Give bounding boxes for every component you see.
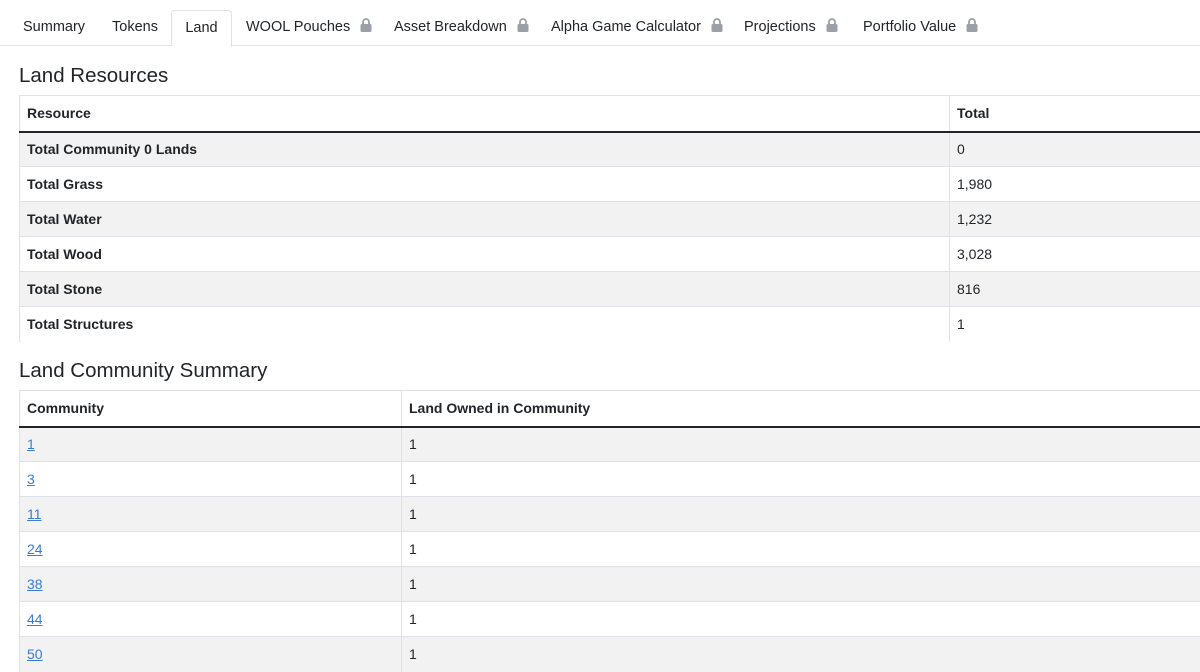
- table-row: [20, 202, 1200, 237]
- land-owned-count: 1: [402, 497, 1200, 532]
- land-owned-count: 1: [402, 567, 1200, 602]
- resource-total: 3,028: [950, 237, 1200, 272]
- tab-portfolio-value[interactable]: [863, 10, 978, 46]
- land-resources-table: [19, 95, 1200, 342]
- column-header-land-owned: Land Owned in Community: [402, 391, 1200, 427]
- resource-name: Total Structures: [20, 307, 950, 342]
- table-row: [20, 532, 1200, 567]
- resource-total: 1,232: [950, 202, 1200, 237]
- table-header-row: [20, 391, 1200, 427]
- resource-total: 1: [950, 307, 1200, 342]
- table-row: [20, 167, 1200, 202]
- column-header-resource: Resource: [20, 96, 950, 132]
- resource-name: Total Stone: [20, 272, 950, 307]
- land-owned-count: 1: [402, 637, 1200, 672]
- lock-icon: [826, 18, 838, 32]
- tab-label: Tokens: [112, 19, 158, 35]
- resource-total: 1,980: [950, 167, 1200, 202]
- lock-icon: [966, 18, 978, 32]
- land-owned-count: 1: [402, 462, 1200, 497]
- table-row: [20, 427, 1200, 462]
- land-owned-count: 1: [402, 602, 1200, 637]
- table-row: [20, 307, 1200, 342]
- column-header-total: Total: [950, 96, 1200, 132]
- table-row: [20, 132, 1200, 167]
- resource-name: Total Wood: [20, 237, 950, 272]
- tab-wool-pouches[interactable]: [246, 10, 372, 46]
- tab-label: Land: [185, 20, 217, 36]
- resource-total: 0: [950, 132, 1200, 167]
- tab-label: Alpha Game Calculator: [551, 19, 701, 35]
- lock-icon: [517, 18, 529, 32]
- table-row: [20, 602, 1200, 637]
- resource-name: Total Community 0 Lands: [20, 132, 950, 167]
- community-summary-heading: Land Community Summary: [19, 359, 267, 383]
- tab-label: Portfolio Value: [863, 19, 956, 35]
- community-link[interactable]: 50: [27, 646, 43, 662]
- community-link[interactable]: 1: [27, 436, 35, 452]
- tab-label: Asset Breakdown: [394, 19, 507, 35]
- table-row: [20, 497, 1200, 532]
- table-header-row: [20, 96, 1200, 132]
- resource-name: Total Grass: [20, 167, 950, 202]
- tab-projections[interactable]: [744, 10, 838, 46]
- land-owned-count: 1: [402, 427, 1200, 462]
- tab-alpha-game-calculator[interactable]: [551, 10, 723, 46]
- resource-total: 816: [950, 272, 1200, 307]
- column-header-community: Community: [20, 391, 402, 427]
- tab-label: WOOL Pouches: [246, 19, 350, 35]
- community-link[interactable]: 3: [27, 471, 35, 487]
- table-row: [20, 637, 1200, 672]
- resource-name: Total Water: [20, 202, 950, 237]
- tab-label: Summary: [23, 19, 85, 35]
- table-row: [20, 567, 1200, 602]
- community-link[interactable]: 24: [27, 541, 43, 557]
- tab-bar: [0, 0, 1200, 46]
- community-link[interactable]: 11: [27, 506, 42, 522]
- table-row: [20, 462, 1200, 497]
- land-owned-count: 1: [402, 532, 1200, 567]
- land-resources-heading: Land Resources: [19, 64, 168, 88]
- community-link[interactable]: 44: [27, 611, 43, 627]
- community-link[interactable]: 38: [27, 576, 43, 592]
- lock-icon: [711, 18, 723, 32]
- community-summary-table: [19, 390, 1200, 672]
- tab-land[interactable]: [171, 10, 232, 47]
- tab-asset-breakdown[interactable]: [394, 10, 529, 46]
- tab-label: Projections: [744, 19, 816, 35]
- lock-icon: [360, 18, 372, 32]
- tab-tokens[interactable]: [112, 10, 158, 46]
- tab-summary[interactable]: [23, 10, 85, 46]
- table-row: [20, 237, 1200, 272]
- table-row: [20, 272, 1200, 307]
